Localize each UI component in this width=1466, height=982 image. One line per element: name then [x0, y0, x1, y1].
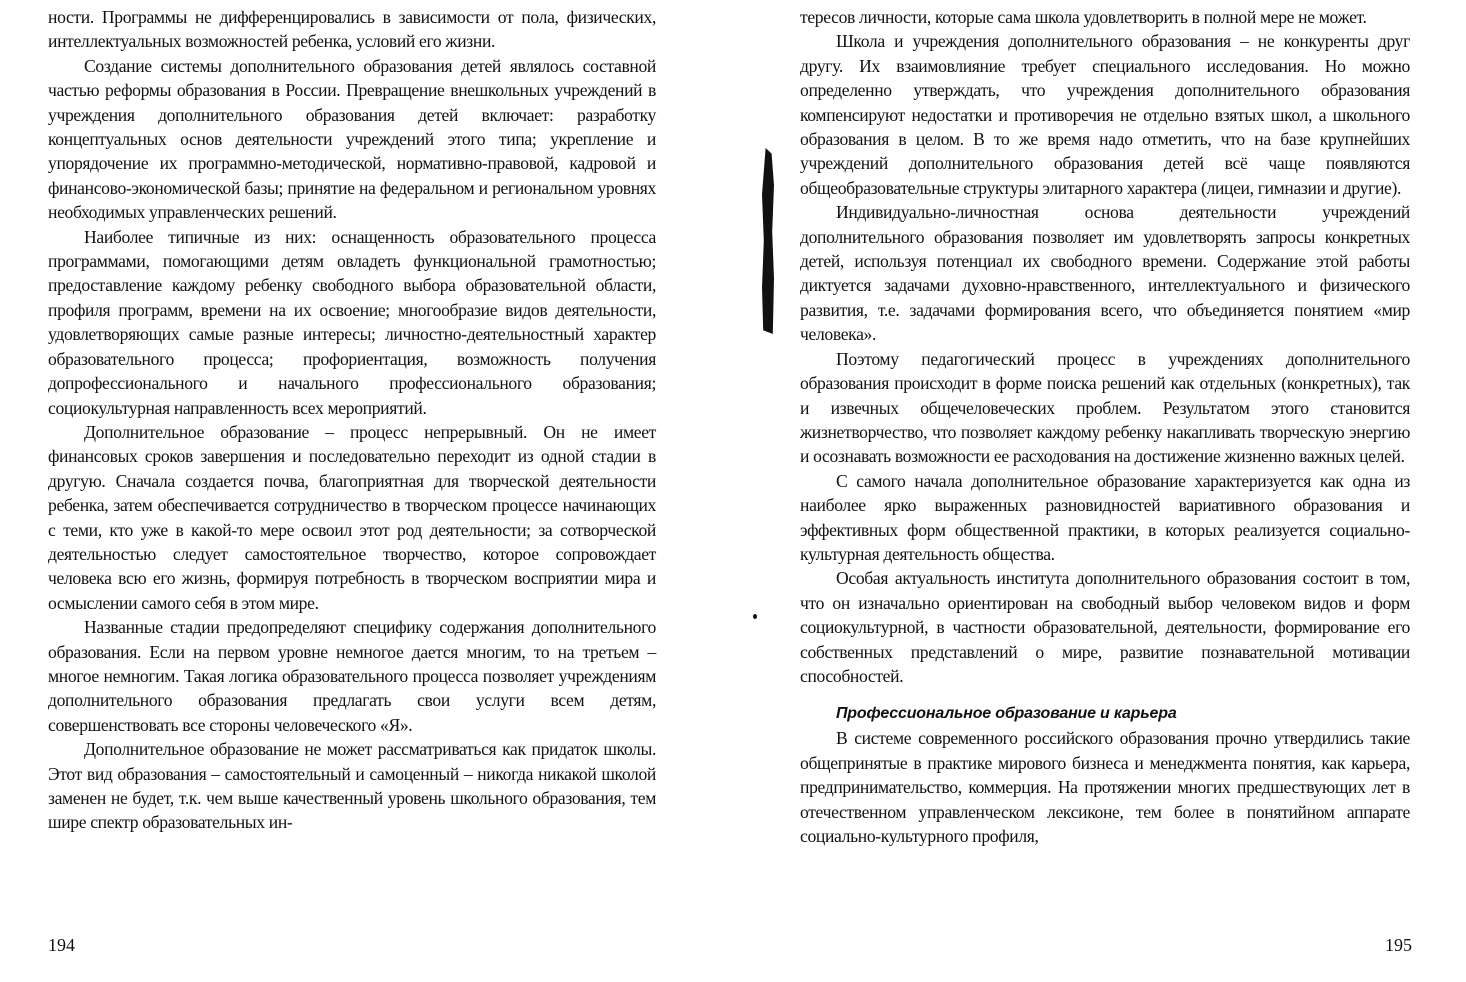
scan-speck	[753, 614, 757, 619]
paragraph: ности. Программы не дифференцировались в зависимости от пола, физических, интеллектуальных возможностей ребенка, условий его жизни.	[48, 7, 656, 52]
paragraph: В системе современного российского образования прочно утвердились такие общепринятые в практике мирового бизнеса и менеджмента понятия, как карьера, предпринимательство, коммерция. На протяжении многих предшествующих лет в отечественном управленческом лексиконе, тем более в понятийном аппарате социально-культурного профиля,	[800, 728, 1410, 846]
page-number-right: 195	[1385, 935, 1412, 955]
paragraph: С самого начала дополнительное образование характеризуется как одна из наиболее ярко выраженных разновидностей вариативного образования и эффективных форм общественной практики, в которых реализуется социально-культурная деятельность общества.	[800, 470, 1410, 564]
paragraph: Особая актуальность института дополнительного образования состоит в том, что он изначально ориентирован на свободный выбор человеком видов и форм социокультурной, в частности образовательной, деятельности, формирование его собственных представлений о мире, развитие познавательной мотивации способностей.	[800, 568, 1410, 686]
scan-artifact	[762, 148, 774, 334]
paragraph: Школа и учреждения дополнительного образования – не конкуренты друг другу. Их взаимовлияние требует специального исследования. Но можно определенно утверждать, что учреждения дополнительного образования компенсируют недостатки и противоречия не отдельно взятых школ, а школьного образования в целом. В то же время надо отметить, что на базе крупнейших учреждений дополнительного образования детей всё чаще появляются общеобразовательные структуры элитарного характера (лицеи, гимназии и другие).	[800, 31, 1410, 198]
paragraph: Индивидуально-личностная основа деятельности учреждений дополнительного образования позволяет им удовлетворять запросы конкретных детей, используя потенциал их свободного времени. Содержание этой работы диктуется задачами духовно-нравственного, интеллектуального и физического развития, т.е. задачами формирования всего, что объединяется понятием «мир человека».	[800, 202, 1410, 345]
paragraph: Дополнительное образование не может рассматриваться как придаток школы. Этот вид образования – самостоятельный и самоценный – никогда никакой школой заменен не будет, т.к. чем выше качественный уровень школьного образования, тем шире спектр образовательных ин-	[48, 739, 656, 833]
paragraph: Поэтому педагогический процесс в учреждениях дополнительного образования происходит в форме поиска решений как отдельных (конкретных), так и извечных общечеловеческих проблем. Результатом этого становится жизнетворчество, что позволяет каждому ребенку накапливать творческую энергию и осознавать возможности ее расходования на достижение жизненно важных целей.	[800, 348, 1410, 467]
left-page	[48, 5, 656, 835]
section-heading: Профессиональное образование и карьера	[836, 705, 1177, 723]
paragraph: Дополнительное образование – процесс непрерывный. Он не имеет финансовых сроков завершения и последовательно переходит из одной стадии в другую. Сначала создается почва, благоприятная для творческой деятельности ребенка, затем обеспечивается сотрудничество в творческом процессе начинающих с теми, кто уже в какой-то мере освоил этот род деятельности; за сотворческой деятельностью следует самостоятельное творчество, которое сопровождает человека всю его жизнь, формируя потребность в творческом восприятии мира и осмыслении самого себя в этом мире.	[48, 421, 656, 613]
right-page	[800, 5, 1410, 848]
paragraph: Создание системы дополнительного образования детей являлось составной частью реформы образования в России. Превращение внешкольных учреждений в учреждения дополнительного образования детей включает: разработку концептуальных основ деятельности учреждений этого типа; укрепление и упорядочение их программно-методической, нормативно-правовой, кадровой и финансово-экономической базы; принятие на федеральном и региональном уровнях необходимых управленческих решений.	[48, 55, 656, 223]
paragraph: Наиболее типичные из них: оснащенность образовательного процесса программами, помогающими детям овладеть функциональной грамотностью; предоставление каждому ребенку свободного выбора образовательной области, профиля программ, времени на их освоение; многообразие видов деятельности, удовлетворяющих самые разные интересы; личностно-деятельностный характер образовательного процесса; профориентация, возможность получения допрофессионального и начального профессионального образования; социокультурная направленность всех мероприятий.	[48, 226, 656, 418]
paragraph: Названные стадии предопределяют специфику содержания дополнительного образования. Если на первом уровне немногое дается многим, то на третьем – многое немногим. Такая логика образовательного процесса позволяет учреждениям дополнительного образования предлагать свои услуги всем детям, совершенствовать все стороны человеческого «Я».	[48, 617, 656, 735]
paragraph: тересов личности, которые сама школа удовлетворить в полной мере не может.	[800, 7, 1367, 27]
page-number-left: 194	[48, 935, 75, 955]
